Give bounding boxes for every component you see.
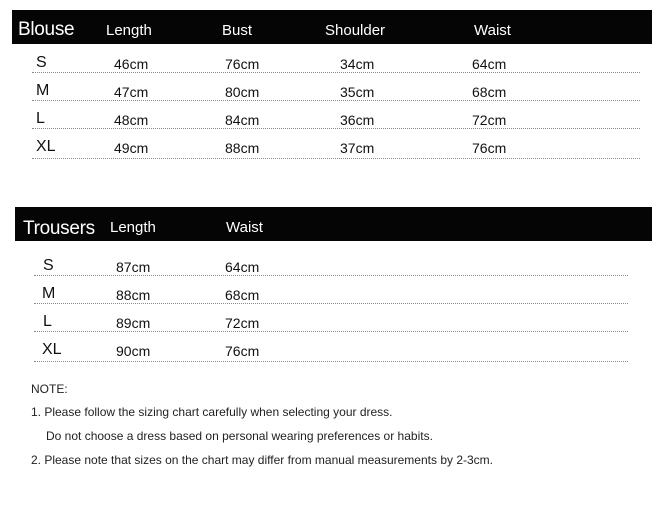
size-label: M (36, 82, 50, 99)
blouse-shoulder-value: 35cm (340, 84, 375, 100)
trousers-length-value: 90cm (116, 343, 151, 359)
blouse-length-value: 49cm (114, 140, 149, 156)
blouse-length-value: 46cm (114, 56, 149, 72)
row-divider (34, 303, 628, 304)
note-line-1-continued: Do not choose a dress based on personal wearing preferences or habits. (46, 429, 433, 443)
size-label: S (36, 54, 47, 71)
row-divider (34, 275, 628, 276)
size-label: XL (42, 341, 62, 358)
size-label: XL (36, 138, 56, 155)
blouse-col-bust: Bust (222, 22, 253, 39)
blouse-row-m (0, 79, 669, 107)
size-label: M (42, 285, 56, 302)
trousers-col-length: Length (110, 219, 156, 236)
note-line-2: 2. Please note that sizes on the chart may differ from manual measurements by 2-3cm. (31, 453, 493, 467)
note-line-1: 1. Please follow the sizing chart carefully when selecting your dress. (31, 405, 393, 419)
blouse-col-waist: Waist (474, 22, 511, 39)
blouse-waist-value: 68cm (472, 84, 507, 100)
row-divider (32, 128, 640, 129)
blouse-shoulder-value: 34cm (340, 56, 375, 72)
trousers-length-value: 87cm (116, 259, 151, 275)
size-label: L (36, 110, 45, 127)
blouse-row-s (0, 51, 669, 79)
trousers-row-l (0, 310, 669, 338)
row-divider (32, 158, 640, 159)
blouse-shoulder-value: 37cm (340, 140, 375, 156)
trousers-row-xl (0, 338, 669, 366)
blouse-length-value: 47cm (114, 84, 149, 100)
blouse-col-length: Length (106, 22, 152, 39)
blouse-shoulder-value: 36cm (340, 112, 375, 128)
trousers-waist-value: 68cm (225, 287, 260, 303)
trousers-waist-value: 64cm (225, 259, 260, 275)
row-divider (34, 331, 628, 332)
row-divider (32, 100, 640, 101)
trousers-row-s (0, 254, 669, 282)
size-label: S (43, 257, 54, 274)
trousers-length-value: 88cm (116, 287, 151, 303)
size-label: L (43, 313, 52, 330)
trousers-row-m (0, 282, 669, 310)
trousers-header-bar (15, 207, 652, 241)
blouse-waist-value: 72cm (472, 112, 507, 128)
blouse-header-bar (12, 10, 652, 44)
blouse-length-value: 48cm (114, 112, 149, 128)
blouse-waist-value: 64cm (472, 56, 507, 72)
trousers-waist-value: 72cm (225, 315, 260, 331)
trousers-length-value: 89cm (116, 315, 151, 331)
blouse-row-l (0, 107, 669, 135)
row-divider (34, 361, 628, 362)
trousers-waist-value: 76cm (225, 343, 260, 359)
blouse-bust-value: 84cm (225, 112, 260, 128)
blouse-title: Blouse (18, 19, 75, 40)
blouse-row-xl (0, 135, 669, 163)
blouse-waist-value: 76cm (472, 140, 507, 156)
trousers-col-waist: Waist (226, 219, 263, 236)
row-divider (32, 72, 640, 73)
blouse-bust-value: 76cm (225, 56, 260, 72)
blouse-bust-value: 80cm (225, 84, 260, 100)
blouse-col-shoulder: Shoulder (325, 22, 386, 39)
note-heading: NOTE: (31, 382, 68, 396)
trousers-title: Trousers (23, 218, 95, 239)
blouse-bust-value: 88cm (225, 140, 260, 156)
